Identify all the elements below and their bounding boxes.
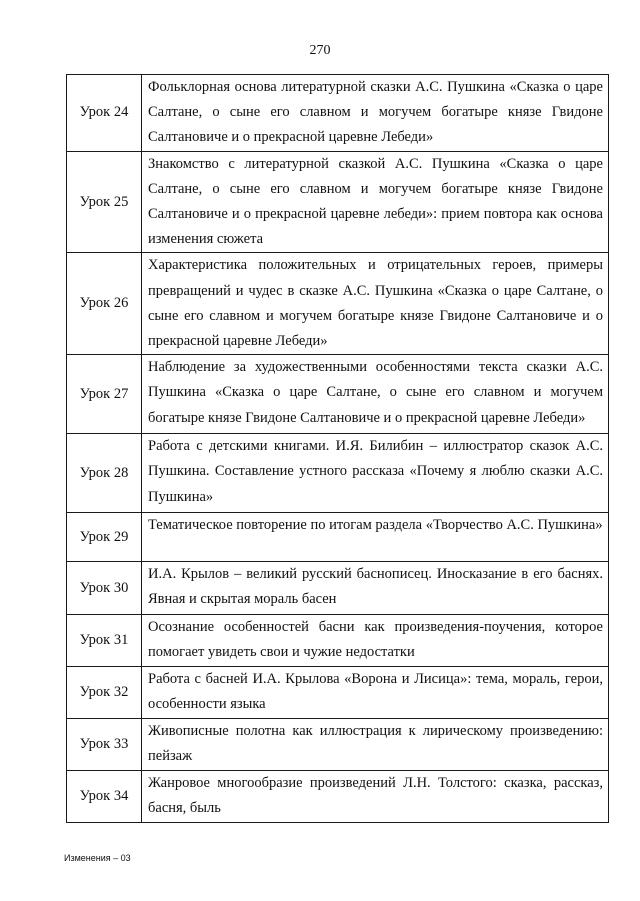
lesson-number: Урок 33 <box>67 718 142 770</box>
lesson-topic: Работа с детскими книгами. И.Я. Билибин – иллюстратор сказок А.С. Пушкина. Составление устного рассказа «Почему я люблю сказки А.С. Пушкина» <box>142 434 609 513</box>
table-row <box>67 718 609 770</box>
lesson-number: Урок 32 <box>67 666 142 718</box>
table-row <box>67 666 609 718</box>
lesson-topic: Работа с басней И.А. Крылова «Ворона и Лисица»: тема, мораль, герои, особенности языка <box>142 666 609 718</box>
lesson-topic: Тематическое повторение по итогам раздела «Творчество А.С. Пушкина» <box>142 513 609 562</box>
lesson-topic: Наблюдение за художественными особенностями текста сказки А.С. Пушкина «Сказка о царе Салтане, о сыне его славном и могучем богатыре князе Гвидоне Салтановиче и о прекрасной царевне Лебеди» <box>142 355 609 434</box>
lesson-number: Урок 30 <box>67 562 142 615</box>
page-number: 270 <box>309 43 331 58</box>
lesson-topic: Живописные полотна как иллюстрация к лирическому произведению: пейзаж <box>142 718 609 770</box>
table-row <box>67 562 609 615</box>
table-row <box>67 253 609 355</box>
lesson-number: Урок 27 <box>67 355 142 434</box>
table-row <box>67 770 609 822</box>
lesson-topic: Осознание особенностей басни как произведения-поучения, которое помогает увидеть свои и чужие недостатки <box>142 615 609 666</box>
lesson-topic: Характеристика положительных и отрицательных героев, примеры превращений и чудес в сказке А.С. Пушкина «Сказка о царе Салтане, о сыне его славном и могучем богатыре князе Гвидоне Салтановиче и о прекрасной царевне Лебеди» <box>142 253 609 355</box>
table-row <box>67 615 609 666</box>
lesson-number: Урок 24 <box>67 75 142 152</box>
table-row <box>67 513 609 562</box>
revision-footer: Изменения – 03 <box>64 853 131 863</box>
lesson-number: Урок 28 <box>67 434 142 513</box>
lesson-number: Урок 34 <box>67 770 142 822</box>
lesson-topic: И.А. Крылов – великий русский баснописец. Иносказание в его баснях. Явная и скрытая мораль басен <box>142 562 609 615</box>
lesson-topic: Знакомство с литературной сказкой А.С. Пушкина «Сказка о царе Салтане, о сыне его славном и могучем богатыре князе Гвидоне Салтановиче и о прекрасной царевне лебеди»: прием повтора как основа изменения сюжета <box>142 151 609 253</box>
lesson-topic: Фольклорная основа литературной сказки А.С. Пушкина «Сказка о царе Салтане, о сыне его славном и могучем богатыре князе Гвидоне Салтановиче и о прекрасной царевне Лебеди» <box>142 75 609 152</box>
lesson-topic: Жанровое многообразие произведений Л.Н. Толстого: сказка, рассказ, басня, быль <box>142 770 609 822</box>
table-row <box>67 151 609 253</box>
lesson-number: Урок 25 <box>67 151 142 253</box>
table-row <box>67 355 609 434</box>
table-row <box>67 75 609 152</box>
lesson-number: Урок 29 <box>67 513 142 562</box>
table-row <box>67 434 609 513</box>
lesson-number: Урок 31 <box>67 615 142 666</box>
lessons-table <box>66 74 609 823</box>
lesson-number: Урок 26 <box>67 253 142 355</box>
